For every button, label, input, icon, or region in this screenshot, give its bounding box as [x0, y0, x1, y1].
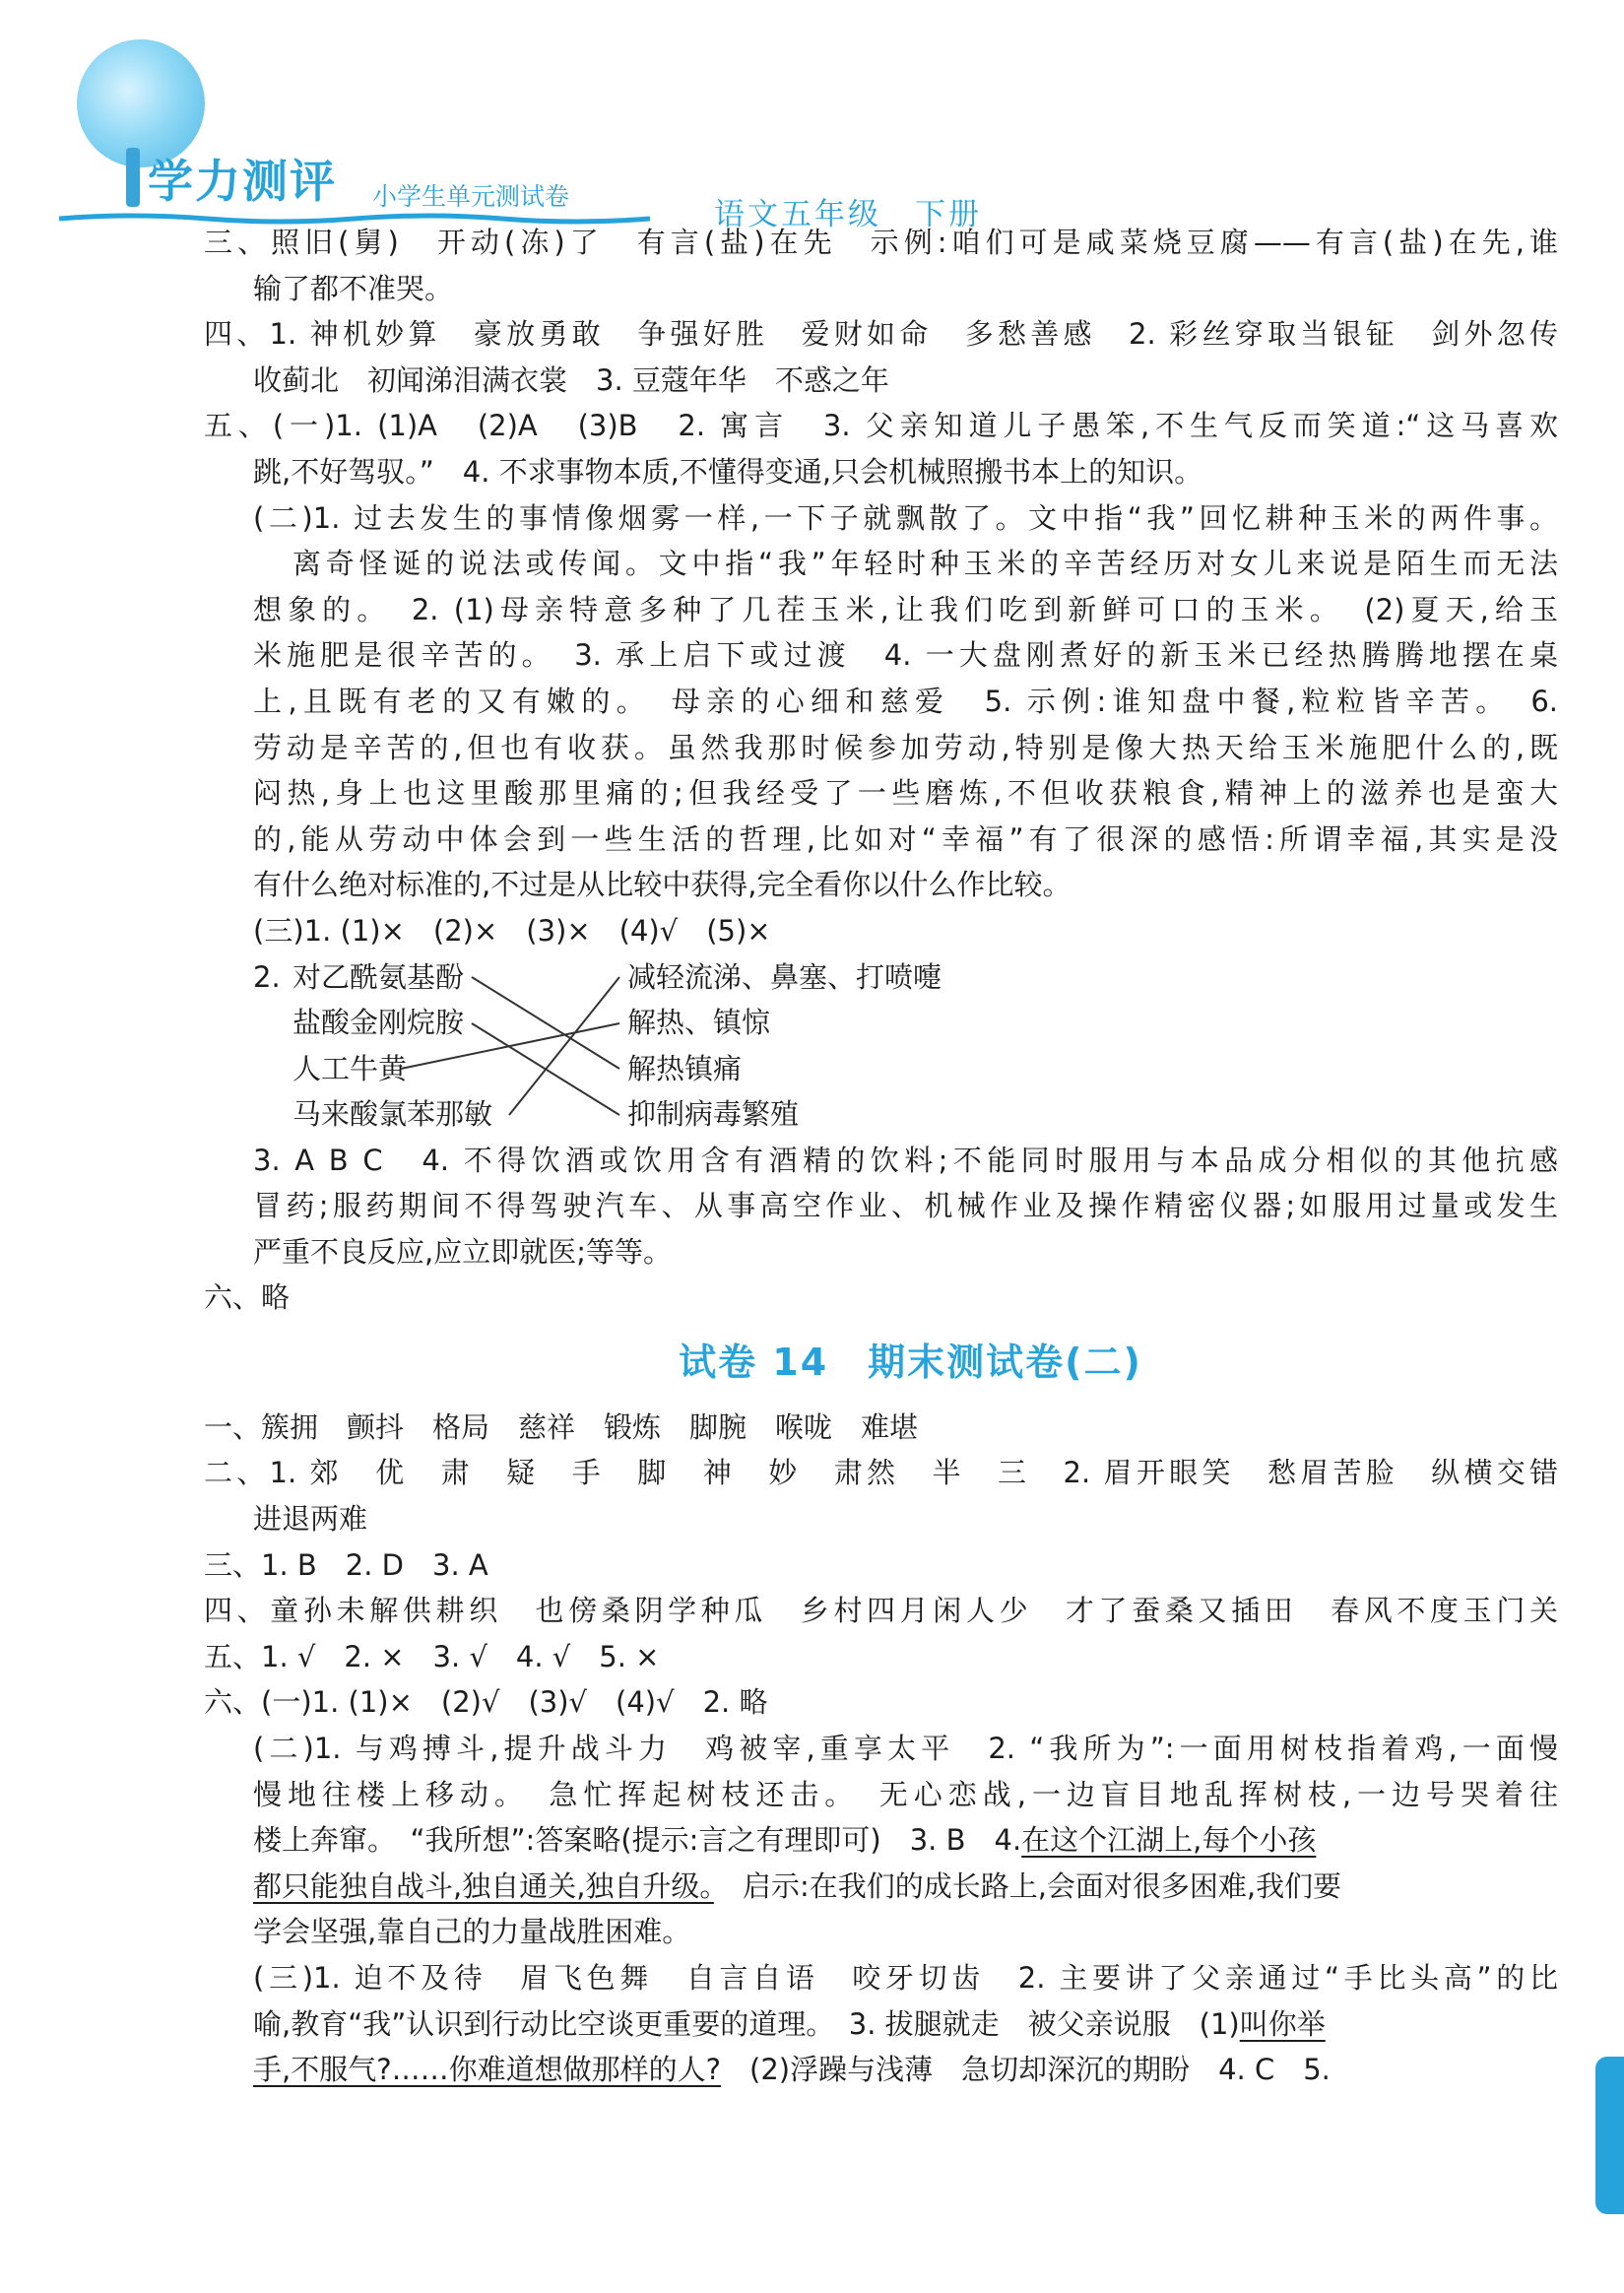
matching-left-item: 马来酸氯苯那敏: [292, 1097, 493, 1132]
text-line: 严重不良反应,应立即就医;等等。: [253, 1234, 672, 1269]
underlined-text: 叫你举: [1239, 2006, 1326, 2041]
text-line: (二)1. 过去发生的事情像烟雾一样,一下子就飘散了。文中指“我”回忆耕种玉米的两件事。: [253, 500, 1558, 535]
text-line: 六、略: [204, 1280, 291, 1315]
text-line: (三)1. 迫不及待 眉飞色舞 自言自语 咬牙切齿 2. 主要讲了父亲通过“手比头高”的比: [253, 1961, 1558, 1995]
matching-lines: [253, 954, 647, 1138]
text-line: 想象的。 2. (1)母亲特意多种了几茬玉米,让我们吃到新鲜可口的玉米。 (2)夏天,给玉: [253, 592, 1558, 626]
matching-right-item: 解热、镇惊: [627, 1006, 771, 1040]
text-line: 的,能从劳动中体会到一些生活的哲理,比如对“幸福”有了很深的感悟:所谓幸福,其实是没: [253, 821, 1558, 856]
matching-number: 2.: [253, 959, 281, 994]
tree-trunk-icon: [126, 148, 140, 207]
answer-content: [204, 220, 1558, 2093]
text-line: [204, 1864, 1558, 1910]
text-line: 输了都不准哭。: [253, 271, 454, 305]
text-line: 冒药;服药期间不得驾驶汽车、从事高空作业、机械作业及操作精密仪器;如服用过量或发生: [253, 1189, 1558, 1223]
underlined-text: 在这个江湖上,每个小孩: [1021, 1823, 1317, 1858]
brand-subtitle: 小学生单元测试卷: [372, 182, 570, 211]
text-segment: (2)浮躁与浅薄 急切却深沉的期盼 4. C 5.: [721, 2053, 1331, 2087]
text-line: 五、1. √ 2. × 3. √ 4. √ 5. ×: [204, 1639, 660, 1673]
text-line: 二、1. 郊 优 肃 疑 手 脚 神 妙 肃然 半 三 2. 眉开眼笑 愁眉苦脸 纵横交错: [204, 1456, 1558, 1490]
underlined-text: 手,不服气?……你难道想做那样的人?: [253, 2053, 722, 2087]
text-line: 跳,不好驾驭。” 4. 不求事物本质,不懂得变通,只会机械照搬书本上的知识。: [253, 454, 1203, 489]
text-line: 上,且既有老的又有嫩的。 母亲的心细和慈爱 5. 示例:谁知盘中餐,粒粒皆辛苦。 6.: [253, 684, 1558, 718]
matching-right-item: 解热镇痛: [627, 1051, 743, 1085]
grade-label: 语文五年级 下册: [714, 197, 982, 232]
text-segment: 楼上奔窜。 “我所想”:答案略(提示:言之有理即可) 3. B 4.: [253, 1823, 1022, 1858]
text-line: 离奇怪诞的说法或传闻。文中指“我”年轻时种玉米的辛苦经历对女儿来说是陌生而无法: [292, 547, 1558, 581]
text-line: 一、簇拥 颤抖 格局 慈祥 锻炼 脚腕 喉咙 难堪: [204, 1409, 919, 1444]
text-line: 有什么绝对标准的,不过是从比较中获得,完全看你以什么作比较。: [253, 868, 1072, 902]
text-line: 学会坚强,靠自己的力量战胜困难。: [253, 1915, 691, 1949]
text-segment: 喻,教育“我”认识到行动比空谈更重要的道理。 3. 拔腿就走 被父亲说服 (1): [253, 2006, 1240, 2041]
matching-right-item: 减轻流涕、鼻塞、打喷嚏: [627, 959, 942, 994]
page-edge-tab: [1595, 2057, 1624, 2214]
brand-title: 学力测评: [148, 155, 337, 208]
match-line: [472, 977, 619, 1069]
text-segment: 启示:在我们的成长路上,会面对很多困难,我们要: [713, 1868, 1342, 1903]
text-line: 三、照旧(舅) 开动(冻)了 有言(盐)在先 示例:咱们可是咸菜烧豆腐——有言(盐)在先,谁: [204, 226, 1558, 259]
matching-exercise: [253, 954, 1558, 1138]
text-line: (三)1. (1)× (2)× (3)× (4)√ (5)×: [253, 913, 771, 948]
text-line: 闷热,身上也这里酸那里痛的;但我经受了一些磨炼,不但收获粮食,精神上的滋养也是蛮大: [253, 776, 1558, 811]
matching-left-item: 盐酸金刚烷胺: [292, 1006, 465, 1040]
text-line: 收蓟北 初闻涕泪满衣裳 3. 豆蔻年华 不惑之年: [253, 362, 889, 397]
text-line: 劳动是辛苦的,但也有收获。虽然我那时候参加劳动,特别是像大热天给玉米施肥什么的,既: [253, 730, 1558, 764]
matching-right-item: 抑制病毒繁殖: [627, 1097, 800, 1132]
text-line: [204, 2047, 1558, 2093]
text-line: 三、1. B 2. D 3. A: [204, 1547, 488, 1582]
underlined-text: 都只能独自战斗,独自通关,独自升级。: [253, 1868, 714, 1903]
text-line: [204, 2001, 1558, 2048]
text-line: 米施肥是很辛苦的。 3. 承上启下或过渡 4. 一大盘刚煮好的新玉米已经热腾腾地摆在桌: [253, 638, 1558, 673]
text-line: 四、1. 神机妙算 豪放勇敢 争强好胜 爱财如命 多愁善感 2. 彩丝穿取当银钲 剑外忽传: [204, 317, 1558, 352]
matching-left-item: 人工牛黄: [292, 1051, 408, 1085]
text-line: (二)1. 与鸡搏斗,提升战斗力 鸡被宰,重享太平 2. “我所为”:一面用树枝指着鸡,一面慢: [253, 1732, 1558, 1766]
match-line: [509, 977, 619, 1115]
text-line: 慢地往楼上移动。 急忙挥起树枝还击。 无心恋战,一边盲目地乱挥树枝,一边号哭着往: [253, 1777, 1558, 1811]
matching-left-item: 对乙酰氨基酚: [292, 959, 465, 994]
text-line: 六、(一)1. (1)× (2)√ (3)√ (4)√ 2. 略: [204, 1685, 768, 1720]
text-line: 3. A B C 4. 不得饮酒或饮用含有酒精的饮料;不能同时服用与本品成分相似的其他抗感: [253, 1143, 1558, 1177]
section-title: 试卷 14 期末测试卷(二): [679, 1340, 1142, 1384]
page-header: [59, 39, 1162, 232]
text-line: 进退两难: [253, 1502, 368, 1537]
text-line: 四、童孙未解供耕织 也傍桑阴学种瓜 乡村四月闲人少 才了蚕桑又插田 春风不度玉门关: [204, 1594, 1558, 1628]
text-line: 五、(一)1. (1)A (2)A (3)B 2. 寓言 3. 父亲知道儿子愚笨,不生气反而笑道:“这马喜欢: [204, 409, 1558, 443]
match-line: [401, 1023, 619, 1069]
text-line: [204, 1817, 1558, 1864]
